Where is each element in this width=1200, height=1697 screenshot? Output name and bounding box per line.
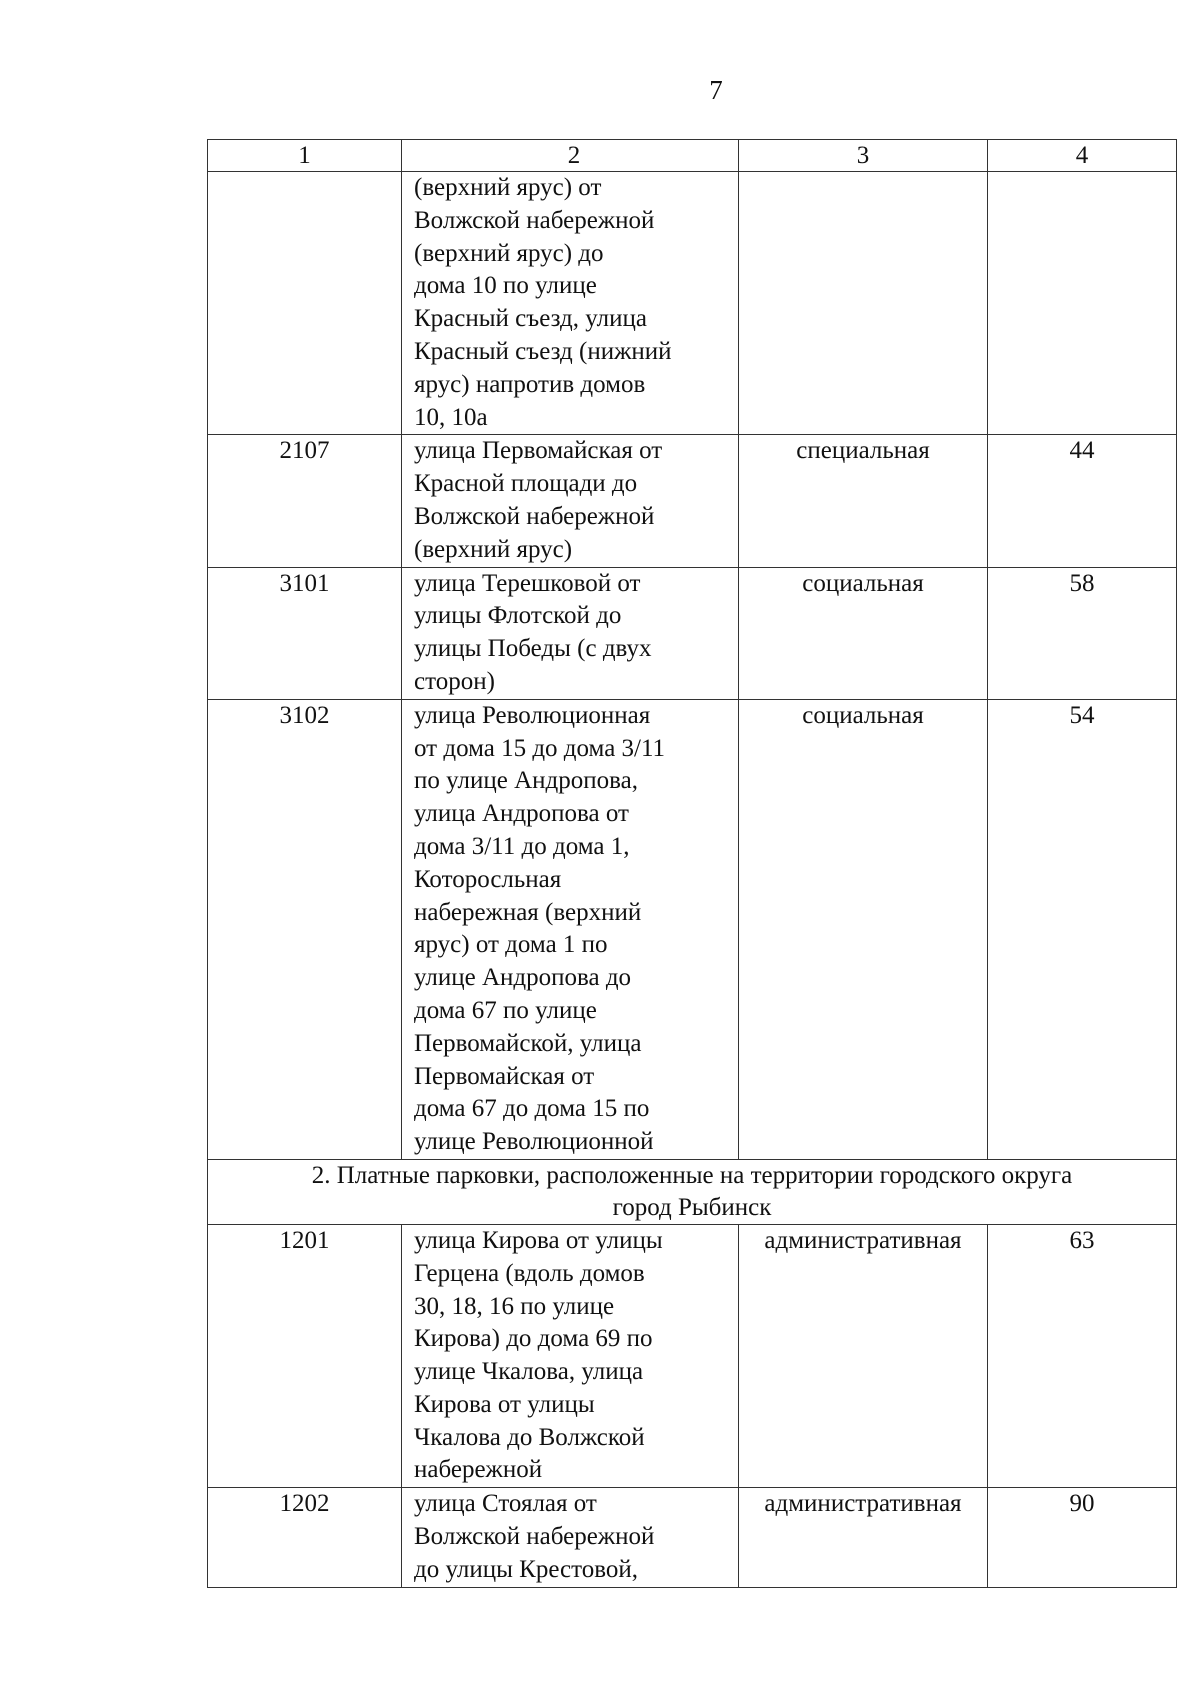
parking-table [207, 139, 1177, 1588]
row-code-cell: 1201 [208, 1224, 402, 1487]
row-code-cell: 1202 [208, 1488, 402, 1587]
description-line: от дома 15 до дома 3/11 [414, 734, 666, 762]
row-type-cell: социальная [739, 699, 988, 1159]
row-code-cell [208, 172, 402, 435]
description-line: Первомайской, улица [414, 1029, 642, 1057]
description-line: Первомайская от [414, 1062, 595, 1090]
row-count-cell: 54 [988, 699, 1177, 1159]
description-line: улица Андропова от [414, 800, 629, 828]
table-row [208, 172, 1177, 435]
description-line: набережной [414, 1456, 543, 1484]
description-line: улица Терешковой от [414, 569, 641, 597]
description-line: (верхний ярус) [414, 535, 573, 563]
row-description-cell [402, 172, 739, 435]
section-heading-line-1: 2. Платные парковки, расположенные на территории городского округа [311, 1161, 1073, 1189]
description-line: Кирова от улицы [414, 1390, 595, 1418]
description-line: (верхний ярус) до [414, 239, 604, 267]
row-code-cell: 3101 [208, 567, 402, 699]
description-line: улице Чкалова, улица [414, 1358, 644, 1386]
row-count-cell: 90 [988, 1488, 1177, 1587]
description-line: Чкалова до Волжской [414, 1423, 645, 1451]
description-line: сторон) [414, 667, 495, 695]
section-row [208, 1159, 1177, 1224]
description-line: до улицы Крестовой, [414, 1555, 638, 1583]
description-line: 10, 10а [414, 403, 488, 431]
description-line: улица Революционная [414, 701, 651, 729]
row-description-cell [402, 435, 739, 567]
description-line: дома 67 до дома 15 по [414, 1095, 650, 1123]
row-type-cell [739, 172, 988, 435]
section-heading-line-2: город Рыбинск [612, 1193, 772, 1221]
description-line: дома 3/11 до дома 1, [414, 832, 630, 860]
description-line: Волжской набережной [414, 502, 655, 530]
description-line: Красный съезд, улица [414, 305, 647, 333]
description-line: ярус) напротив домов [414, 370, 646, 398]
header-cell-3: 3 [739, 140, 988, 172]
description-line: улице Андропова до [414, 964, 632, 992]
table-row [208, 1488, 1177, 1587]
description-line: (верхний ярус) от [414, 174, 602, 201]
table-row [208, 699, 1177, 1159]
table-row [208, 435, 1177, 567]
description-line: улица Первомайская от [414, 437, 663, 465]
table-header-row [208, 140, 1177, 172]
row-type-cell: административная [739, 1488, 988, 1587]
description-line: по улице Андропова, [414, 767, 638, 795]
row-count-cell: 44 [988, 435, 1177, 567]
description-line: Которосльная [414, 865, 562, 893]
description-line: Волжской набережной [414, 1523, 655, 1551]
description-line: Кирова) до дома 69 по [414, 1325, 653, 1353]
row-count-cell: 58 [988, 567, 1177, 699]
header-cell-2: 2 [402, 140, 739, 172]
row-type-cell: административная [739, 1224, 988, 1487]
description-line: улицы Победы (с двух [414, 635, 652, 663]
description-line: улице Революционной [414, 1128, 654, 1156]
page-number: 7 [709, 75, 723, 105]
description-line: Волжской набережной [414, 206, 655, 234]
row-count-cell [988, 172, 1177, 435]
row-description-cell [402, 699, 739, 1159]
description-line: Красной площади до [414, 470, 638, 498]
description-line: Красный съезд (нижний [414, 337, 672, 365]
description-line: 30, 18, 16 по улице [414, 1292, 615, 1320]
description-line: улица Кирова от улицы [414, 1226, 663, 1254]
row-description-cell [402, 1224, 739, 1487]
table-body-part2 [208, 1224, 1177, 1587]
table-row [208, 1224, 1177, 1487]
description-line: улица Стоялая от [414, 1490, 597, 1518]
row-code-cell: 3102 [208, 699, 402, 1159]
description-line: ярус) от дома 1 по [414, 931, 608, 959]
header-cell-4: 4 [988, 140, 1177, 172]
description-line: Герцена (вдоль домов [414, 1259, 645, 1287]
row-description-cell [402, 567, 739, 699]
description-line: дома 67 по улице [414, 996, 597, 1024]
row-type-cell: специальная [739, 435, 988, 567]
table-row [208, 567, 1177, 699]
row-count-cell: 63 [988, 1224, 1177, 1487]
table-body-part1 [208, 172, 1177, 1160]
header-cell-1: 1 [208, 140, 402, 172]
description-line: дома 10 по улице [414, 272, 597, 300]
description-line: улицы Флотской до [414, 602, 622, 630]
row-type-cell: социальная [739, 567, 988, 699]
section-heading [208, 1159, 1177, 1224]
row-description-cell [402, 1488, 739, 1587]
row-code-cell: 2107 [208, 435, 402, 567]
description-line: набережная (верхний [414, 898, 642, 926]
